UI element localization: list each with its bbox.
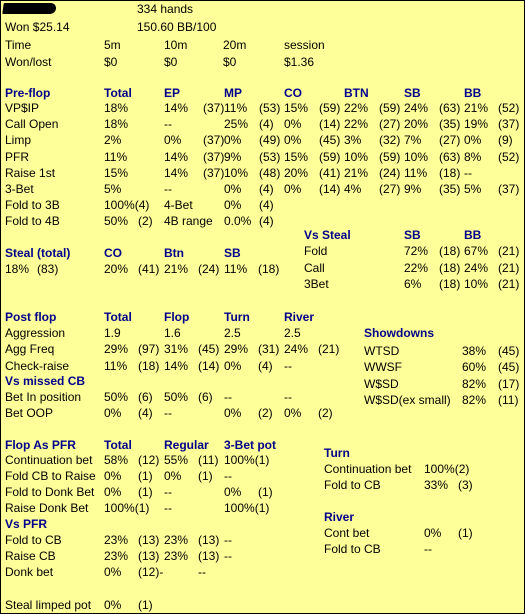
preflop-row: 22% [344,117,369,132]
preflop-row: 0% [284,117,302,132]
preflop-row: 3% [344,133,362,148]
preflop-row: -- [164,182,172,196]
preflop-row: (27) [379,117,401,132]
missed-cb-row: -- [224,390,232,404]
preflop-header: SB [404,86,421,100]
vs-steal-row: 72% [404,244,429,258]
vs-pfr-row: Fold to CB [5,533,62,547]
preflop-row: 24% [404,101,429,115]
preflop-header: EP [164,86,181,100]
flop-pfr-header: 3-Bet pot [224,438,276,452]
postflop-row: 29% [224,342,249,357]
preflop-row: 2% [104,133,122,148]
flop-pfr-row: 55% [164,453,189,467]
preflop-header: Pre-flop [5,86,51,100]
preflop-row: VP$IP [5,101,40,115]
postflop-row: (31) [258,342,280,357]
missed-cb-row: -- [284,390,292,404]
flop-pfr-row: (12) [138,453,160,467]
preflop-row: PFR [5,149,29,164]
postflop-row: (45) [198,342,220,357]
fold-to-4b-row: (4) [259,214,274,228]
missed-cb-row: -- [164,406,172,420]
showdown-row: WWSF [364,360,402,375]
steal-header: CO [104,246,122,260]
showdown-row: 82% [462,376,487,391]
postflop-row: (4) [258,358,273,373]
vs-steal-row: 67% [464,244,489,258]
flop-pfr-row: 100%(1) [104,501,150,515]
preflop-row: (14) [319,117,341,132]
vs-pfr-row: 23% [104,549,129,563]
flop-pfr-row: 58% [104,453,129,467]
vs-pfr-row: (12)- [138,565,164,579]
flop-pfr-row: (1) [138,469,153,483]
steal-value: (24) [198,262,220,276]
time-row: 5m [104,38,121,52]
won-amount: Won $25.14 [5,20,70,34]
steal-value: 21% [164,262,189,276]
preflop-row: Raise 1st [5,165,56,180]
preflop-row: (27) [379,182,401,196]
flop-pfr-row: Raise Donk Bet [5,501,89,515]
missed-cb-row: 50% [104,390,129,404]
vs-steal-row: Fold [304,244,328,258]
showdown-row: W$SD [364,376,399,391]
preflop-row: (59) [379,149,401,164]
postflop-row: (14) [198,358,220,373]
showdown-row: 38% [462,344,487,358]
preflop-header: BTN [344,86,369,100]
flop-pfr-row: 100%(1) [224,501,270,515]
river-row: (1) [458,526,473,540]
time-row: Time [5,38,32,52]
showdown-row: WTSD [364,344,400,358]
showdown-row: W$SD(ex small) [364,392,451,407]
vs-steal-row: 10% [464,277,489,291]
flop-pfr-row: (11) [198,453,219,467]
turn-row: 100%(2) [424,462,470,476]
preflop-row: (9) [498,133,513,148]
vs-steal-row: 24% [464,260,489,275]
preflop-row: 25% [224,117,249,132]
flop-pfr-row: (1) [198,469,213,483]
preflop-row: 0% [224,182,242,196]
vs-steal-header: BB [464,228,482,242]
time-row: $1.36 [284,55,315,69]
vs-pfr-row: (13) [198,533,220,547]
postflop-row: 2.5 [224,326,241,340]
missed-cb-row: (4) [138,406,153,420]
flop-pfr-row: 0% [224,485,242,499]
missed-cb-row: 50% [164,390,189,404]
redacted-player-name [2,3,57,14]
showdown-row: 82% [462,392,487,407]
postflop-row: 1.6 [164,326,181,340]
vs-steal-row: (21) [498,260,520,275]
steal-header: Btn [164,246,184,260]
preflop-row: 5% [104,182,122,196]
vs-pfr-row: Raise CB [5,549,56,563]
vs-pfr-row: 23% [164,533,189,547]
time-row: $0 [164,55,178,69]
flop-pfr-row: 0% [104,485,122,499]
postflop-row: 24% [284,342,309,357]
preflop-row: 10% [404,149,429,164]
fold-to-4b-row: Fold to 4B [5,214,60,228]
steal-limped-pot-value: 0% [104,598,122,612]
preflop-row: 0% [284,182,302,196]
preflop-row: 18% [104,117,129,132]
preflop-row: 0% [464,133,482,148]
preflop-row: (4) [259,117,274,132]
preflop-row: (49) [259,133,281,148]
preflop-row: 0% [284,133,302,148]
flop-pfr-header: Total [104,438,132,452]
preflop-row: (37) [203,101,225,115]
preflop-header: Total [104,86,132,100]
preflop-row: (32) [379,133,401,148]
showdown-row: (45) [498,360,520,375]
showdowns-title: Showdowns [364,326,434,340]
preflop-row: (35) [439,182,461,196]
preflop-row: (35) [439,117,461,132]
steal-header: Steal (total) [5,246,71,260]
preflop-row: 10% [344,149,369,164]
steal-value: (41) [138,262,160,276]
flop-pfr-row: (1) [138,485,153,499]
time-row: $0 [104,55,118,69]
preflop-row: 4% [344,182,362,196]
preflop-row: 19% [464,117,489,132]
missed-cb-row: Bet In position [5,390,82,404]
postflop-header: River [284,310,315,324]
turn-row: Fold to CB [324,478,381,492]
hands-count: 334 hands [137,2,194,16]
preflop-row: 21% [464,101,489,115]
vs-pfr-title: Vs PFR [5,517,48,531]
preflop-row: (41) [319,165,341,180]
preflop-row: 11% [404,165,428,180]
time-row: 10m [164,38,188,52]
preflop-row: 18% [104,101,129,115]
vs-steal-row: (18) [439,260,461,275]
preflop-header: BB [464,86,482,100]
preflop-row: 15% [284,101,309,115]
postflop-row: 14% [164,358,189,373]
preflop-row: (14) [319,182,341,196]
river-row: -- [424,542,432,556]
missed-cb-row: (6) [198,390,213,404]
preflop-row: 0% [224,133,242,148]
showdown-row: 60% [462,360,487,375]
vs-pfr-row: Donk bet [5,565,54,579]
bb-per-100: 150.60 BB/100 [137,20,217,34]
postflop-row: 11% [104,358,128,373]
turn-row: 33% [424,478,449,492]
fold-to-4b-row: 50% [104,214,129,228]
flop-pfr-row: Fold to Donk Bet [5,485,95,499]
postflop-row: 29% [104,342,129,357]
preflop-row: (4) [259,182,274,196]
vs-steal-row: Call [304,260,325,275]
preflop-row: (59) [319,149,341,164]
preflop-row: 22% [344,101,369,115]
postflop-row: Aggression [5,326,66,340]
vs-steal-row: (18) [439,244,461,258]
preflop-row: -- [164,117,172,132]
missed-cb-row: 0% [104,406,122,420]
preflop-row: (52) [498,101,520,115]
fold-to-3b-row: 4-Bet [164,198,193,212]
preflop-row: 8% [464,149,482,164]
preflop-row: 10% [224,165,249,180]
preflop-row: (53) [259,101,281,115]
preflop-row: (45) [319,133,341,148]
flop-pfr-row: -- [164,485,172,499]
postflop-header: Turn [224,310,250,324]
postflop-header: Post flop [5,310,57,324]
preflop-row: 11% [224,101,248,115]
vs-pfr-row: -- [224,549,232,563]
flop-pfr-header: Regular [164,438,209,452]
preflop-row: 5% [464,182,482,196]
preflop-row: (37) [203,133,225,148]
vs-steal-row: (18) [439,277,461,291]
preflop-row: (24) [379,165,401,180]
fold-to-4b-row: (2) [138,214,153,228]
postflop-row: -- [284,358,292,373]
vs-steal-row: 6% [404,277,422,291]
flop-pfr-row: Fold CB to Raise [5,469,96,483]
flop-pfr-row: -- [224,469,232,483]
turn-row: (3) [458,478,473,492]
river-title: River [324,510,355,524]
postflop-row: (21) [318,342,340,357]
flop-pfr-header: Flop As PFR [5,438,76,452]
time-row: $0 [223,55,237,69]
flop-pfr-row: -- [164,501,172,515]
postflop-row: Agg Freq [5,342,55,357]
missed-cb-row: 0% [224,406,242,420]
fold-to-4b-row: 0.0% [224,214,252,228]
missed-cb-row: (2) [258,406,273,420]
steal-value: 20% [104,262,129,276]
preflop-row: 7% [404,133,422,148]
preflop-row: 9% [404,182,422,196]
preflop-row: 14% [164,101,189,115]
steal-value: 18% [5,262,30,276]
vs-steal-header: SB [404,228,421,242]
postflop-row: 31% [164,342,189,357]
postflop-row: (18) [138,358,160,373]
fold-to-3b-row: 100%(4) [104,198,150,212]
postflop-header: Total [104,310,132,324]
preflop-row: Call Open [5,117,59,132]
postflop-row: Check-raise [5,358,70,373]
steal-value: (83) [37,262,59,276]
river-row: 0% [424,526,442,540]
preflop-row: 9% [224,149,242,164]
preflop-row: (48) [259,165,281,180]
preflop-row: 21% [344,165,369,180]
showdown-row: (45) [498,344,520,358]
missed-cb-row: Bet OOP [5,406,54,420]
preflop-row: (59) [319,101,341,115]
postflop-header: Flop [164,310,190,324]
preflop-row: 3-Bet [5,182,34,196]
preflop-row: 14% [164,165,189,180]
missed-cb-row: 0% [284,406,302,420]
vs-steal-header: Vs Steal [304,228,351,242]
preflop-row: (52) [498,149,520,164]
preflop-row: 15% [104,165,129,180]
fold-to-3b-row: Fold to 3B [5,198,60,212]
vs-steal-row: (21) [498,277,520,291]
preflop-row: (18) [439,165,461,180]
postflop-row: 2.5 [284,326,301,340]
missed-cb-row: (6) [138,390,153,404]
flop-pfr-row: Continuation bet [5,453,93,467]
steal-header: SB [224,246,241,260]
vs-pfr-row: 0% [104,565,122,579]
steal-limped-pot-count: (1) [138,598,153,612]
missed-cb-row: (2) [318,406,333,420]
time-row: 20m [223,38,247,52]
vs-pfr-row: 23% [164,549,189,563]
vs-steal-row: 3Bet [304,277,329,291]
preflop-row: (37) [498,117,520,132]
flop-pfr-row: (1) [258,485,273,499]
preflop-row: (53) [259,149,281,164]
preflop-row: (63) [439,149,461,164]
preflop-row: 20% [404,117,429,132]
showdown-row: (17) [498,376,520,391]
time-row: Won/lost [5,55,52,69]
preflop-header: CO [284,86,302,100]
flop-pfr-row: 0% [164,469,182,483]
fold-to-4b-row: 4B range [164,214,213,228]
vs-steal-row: (21) [498,244,520,258]
preflop-row: Limp [5,133,32,148]
turn-title: Turn [324,446,350,460]
preflop-header: MP [224,86,242,100]
preflop-row: (63) [439,101,461,115]
steal-value: (18) [258,262,280,276]
steal-value: 11% [224,262,248,276]
vs-pfr-row: -- [224,533,232,547]
preflop-row: -- [464,165,472,180]
vs-pfr-row: -- [198,565,206,579]
vs-pfr-row: 23% [104,533,129,547]
preflop-row: 15% [284,149,309,164]
preflop-row: 20% [284,165,309,180]
postflop-row: 0% [224,358,242,373]
flop-pfr-row: 0% [104,469,122,483]
vs-steal-row: 22% [404,260,429,275]
turn-row: Continuation bet [324,462,412,476]
preflop-row: (37) [203,165,225,180]
preflop-row: 14% [164,149,189,164]
vs-pfr-row: (13) [198,549,220,563]
fold-to-3b-row: (4) [259,198,274,212]
preflop-row: 0% [164,133,182,148]
river-row: Cont bet [324,526,370,540]
vs-pfr-row: (13) [138,533,160,547]
time-row: session [284,38,325,52]
preflop-row: (37) [203,149,225,164]
preflop-row: (27) [439,133,461,148]
steal-limped-pot-label: Steal limped pot [5,598,92,612]
postflop-row: 1.9 [104,326,121,340]
preflop-row: 11% [104,149,128,164]
flop-pfr-row: 100%(1) [224,453,270,467]
vs-missed-cb-title: Vs missed CB [5,374,86,388]
fold-to-3b-row: 0% [224,198,242,212]
showdown-row: (11) [498,392,519,407]
vs-pfr-row: (13) [138,549,160,563]
postflop-row: (97) [138,342,160,357]
preflop-row: (59) [379,101,401,115]
preflop-row: (37) [498,182,520,196]
river-row: Fold to CB [324,542,381,556]
